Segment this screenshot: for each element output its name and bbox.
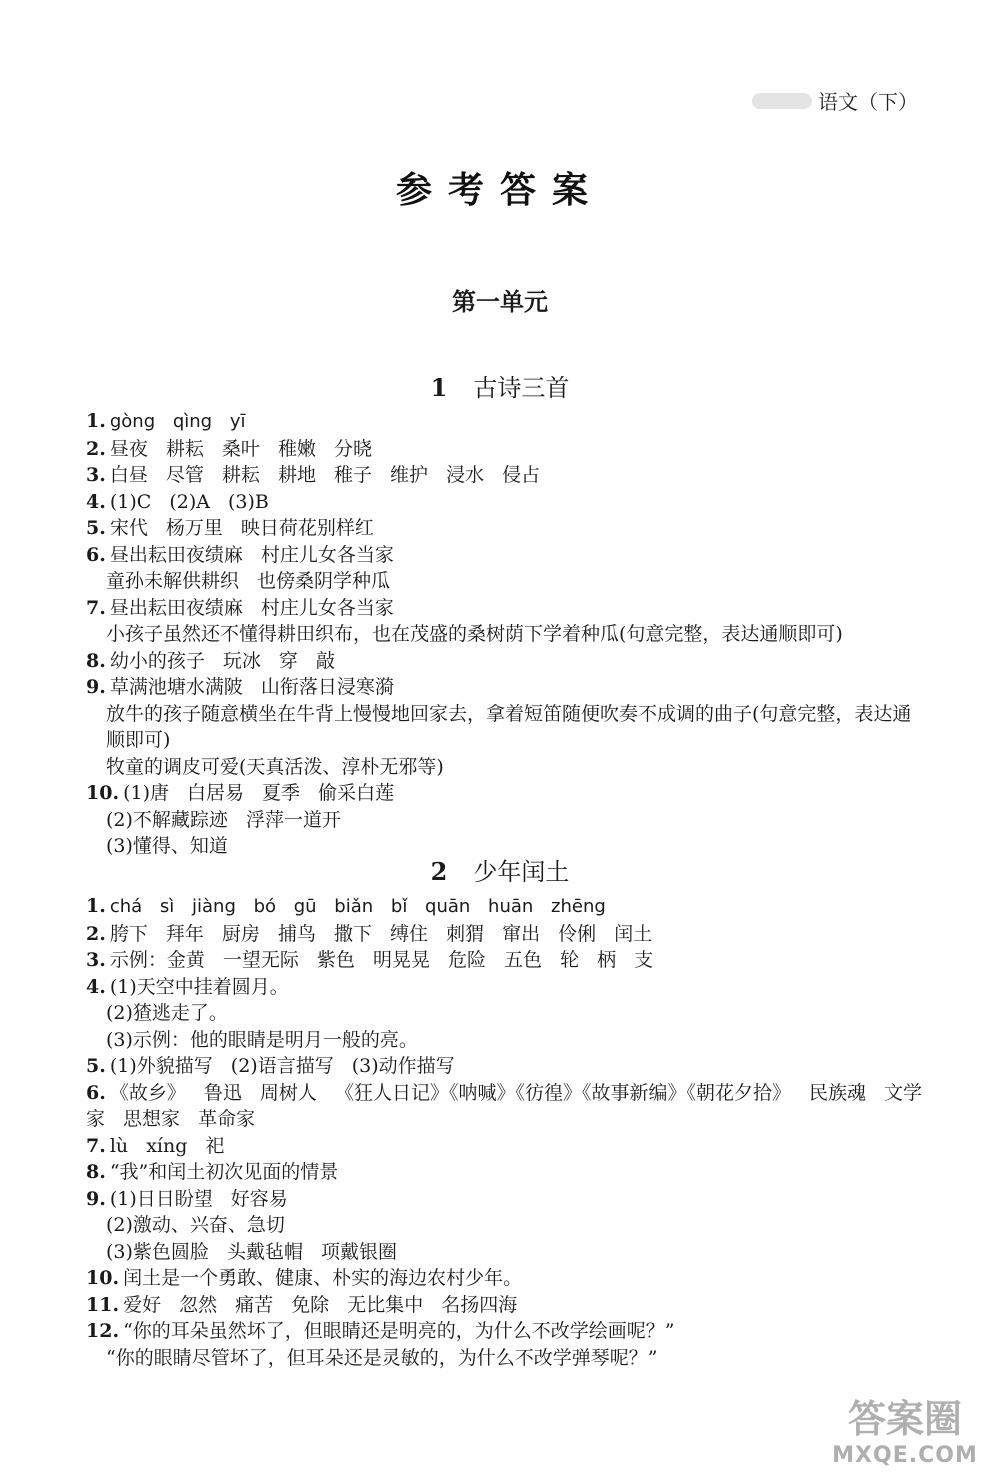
answer-line — [86, 542, 926, 569]
answer-line — [86, 462, 926, 489]
answer-text: 白昼 尽管 耕耘 耕地 稚子 维护 浸水 侵占 — [109, 464, 541, 486]
answer-number: 2. — [86, 437, 106, 460]
unit-title: 第一单元 — [452, 288, 548, 316]
answer-text: 牧童的调皮可爱(天真活泼、淳朴无邪等) — [106, 755, 444, 778]
answer-line — [86, 893, 926, 921]
lesson-name: 少年闰土 — [473, 858, 570, 886]
answer-number: 4. — [86, 975, 106, 998]
answer-line — [86, 1239, 926, 1266]
answer-text: gòng qìng yī — [109, 411, 246, 432]
answer-line — [86, 974, 926, 1001]
answer-number: 8. — [86, 1161, 106, 1183]
answer-line — [86, 754, 926, 781]
answer-line — [86, 1212, 926, 1239]
answer-text: (1)外貌描写 (2)语言描写 (3)动作描写 — [109, 1055, 455, 1077]
answer-line — [86, 595, 926, 622]
answer-line — [86, 1345, 926, 1372]
answer-number: 9. — [86, 1187, 106, 1210]
answer-line — [86, 674, 926, 701]
watermark-url: MXQE.COM — [832, 1443, 978, 1468]
answer-text: “我”和闰土初次见面的情景 — [109, 1161, 339, 1183]
lesson-number: 1 — [430, 373, 448, 402]
answer-line — [86, 568, 926, 595]
answer-line — [86, 701, 926, 754]
answer-number: 12. — [86, 1320, 120, 1342]
answer-line — [86, 408, 926, 436]
answer-text: 胯下 拜年 厨房 捕鸟 撒下 缚住 刺猬 窜出 伶俐 闰土 — [109, 922, 653, 945]
answer-number: 4. — [86, 490, 106, 513]
decorative-swirl-icon — [752, 93, 812, 109]
answer-text: 昼夜 耕耘 桑叶 稚嫩 分晓 — [109, 437, 373, 460]
answer-line — [86, 1080, 926, 1133]
answer-line — [86, 921, 926, 948]
answer-line — [86, 648, 926, 675]
answer-number: 10. — [86, 1267, 120, 1289]
answer-text: (3)示例：他的眼睛是明月一般的亮。 — [106, 1028, 418, 1051]
header-subject-tag — [752, 86, 918, 115]
answer-text: 示例：金黄 一望无际 紫色 明晃晃 危险 五色 轮 柄 支 — [109, 949, 654, 971]
answer-text: (1)天空中挂着圆月。 — [109, 975, 289, 998]
lesson-number: 2 — [430, 857, 448, 886]
answer-line — [86, 947, 926, 974]
answer-number: 10. — [86, 782, 120, 804]
answer-text: 昼出耘田夜绩麻 村庄儿女各当家 — [109, 596, 394, 619]
answer-text: (3)紫色圆脸 头戴毡帽 项戴银圈 — [106, 1240, 397, 1263]
answer-line — [86, 780, 926, 807]
answer-number: 9. — [86, 676, 106, 698]
answer-text: (1)唐 白居易 夏季 偷采白莲 — [123, 782, 395, 804]
answer-number: 3. — [86, 949, 106, 971]
answer-line — [86, 489, 926, 516]
answer-text: 爱好 忽然 痛苦 免除 无比集中 名扬四海 — [123, 1293, 518, 1316]
answer-line — [86, 436, 926, 463]
answer-text: (1)C (2)A (3)B — [109, 490, 269, 513]
answer-line — [86, 1265, 926, 1292]
lesson-name: 古诗三首 — [473, 374, 570, 402]
answer-line — [86, 1292, 926, 1319]
lesson-1-title — [0, 368, 1000, 403]
answer-number: 3. — [86, 464, 106, 486]
answer-line — [86, 1027, 926, 1054]
answer-text: (2)激动、兴奋、急切 — [106, 1214, 285, 1236]
answer-text: 放牛的孩子随意横坐在牛背上慢慢地回家去，拿着短笛随便吹奏不成调的曲子(句意完整，表达通顺即可) — [106, 702, 912, 751]
answer-text: chá sì jiàng bó gū biǎn bǐ quān huān zhēng — [109, 896, 606, 917]
answer-text: 宋代 杨万里 映日荷花别样红 — [109, 517, 374, 539]
answer-text: (3)懂得、知道 — [106, 835, 228, 857]
lesson-1-answers — [86, 408, 926, 860]
answer-number: 6. — [86, 1081, 106, 1104]
subject-label: 语文（下） — [818, 90, 918, 114]
answer-number: 6. — [86, 543, 106, 566]
answer-number: 1. — [86, 895, 106, 917]
answer-number: 5. — [86, 517, 106, 539]
answer-text: “你的耳朵虽然坏了，但眼睛还是明亮的，为什么不改学绘画呢？” — [123, 1320, 675, 1342]
answer-text: 童孙未解供耕织 也傍桑阴学种瓜 — [106, 570, 391, 592]
answer-text: (2)猹逃走了。 — [106, 1002, 228, 1024]
answer-line — [86, 1186, 926, 1213]
answer-number: 7. — [86, 596, 106, 619]
answer-text: “你的眼睛尽管坏了，但耳朵还是灵敏的，为什么不改学弹琴呢？” — [106, 1346, 658, 1369]
watermark — [830, 1387, 980, 1469]
answer-number: 1. — [86, 410, 106, 432]
answer-number: 8. — [86, 649, 106, 672]
answer-line — [86, 515, 926, 542]
answer-text: 幼小的孩子 玩冰 穿 敲 — [109, 649, 335, 672]
answer-text: 小孩子虽然还不懂得耕田织布，也在茂盛的桑树荫下学着种瓜(句意完整，表达通顺即可) — [106, 623, 843, 645]
answer-line — [86, 1000, 926, 1027]
answer-text: 《故乡》 鲁迅 周树人 《狂人日记》《呐喊》《彷徨》《故事新编》《朝花夕拾》 民族魂 文学家 思想家 革命家 — [86, 1081, 923, 1130]
answer-line — [86, 621, 926, 648]
answer-line — [86, 807, 926, 834]
lesson-2-answers — [86, 893, 926, 1371]
watermark-logo: 答案圈 — [847, 1397, 962, 1441]
answer-text: (2)不解藏踪迹 浮萍一道开 — [106, 808, 341, 831]
answer-text: 昼出耘田夜绩麻 村庄儿女各当家 — [109, 543, 394, 566]
answer-text: (1)日日盼望 好容易 — [109, 1187, 288, 1210]
answer-line — [86, 1159, 926, 1186]
answer-text: 草满池塘水满陂 山衔落日浸寒漪 — [109, 676, 394, 698]
answer-line — [86, 1318, 926, 1345]
answer-text: 闰土是一个勇敢、健康、朴实的海边农村少年。 — [123, 1267, 523, 1289]
page-title: 参考答案 — [395, 170, 604, 211]
answer-number: 2. — [86, 922, 106, 945]
answer-line — [86, 1133, 926, 1160]
answer-text: lù xíng 祀 — [109, 1134, 225, 1157]
answer-number: 7. — [86, 1134, 106, 1157]
answer-line — [86, 1053, 926, 1080]
lesson-2-title — [0, 852, 1000, 887]
answer-number: 11. — [86, 1293, 120, 1316]
answer-number: 5. — [86, 1055, 106, 1077]
